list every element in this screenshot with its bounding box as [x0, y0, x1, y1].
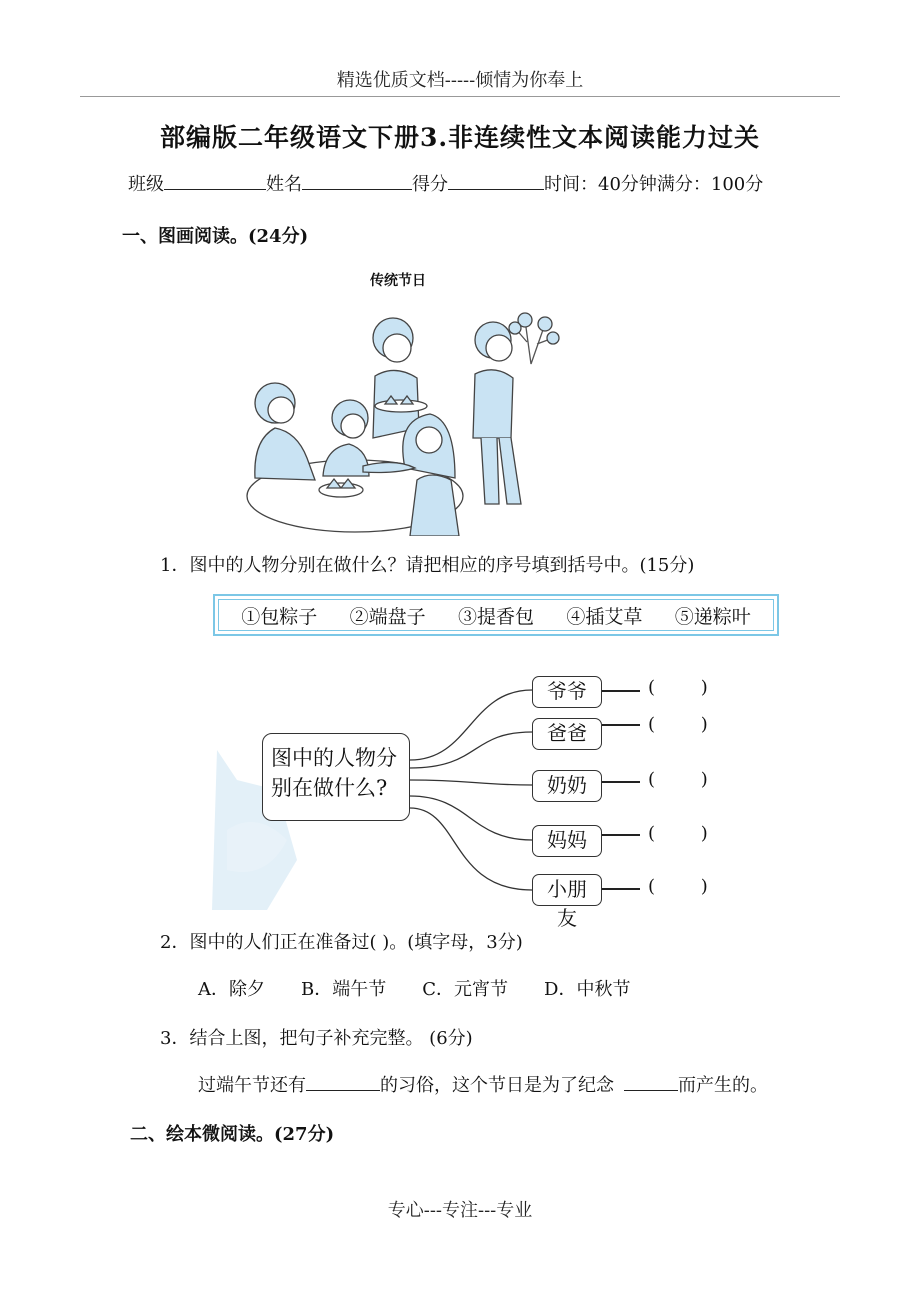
- sentence-part-2: 的习俗，这个节日是为了纪念: [380, 1075, 614, 1096]
- page-footer: 专心---专注---专业: [387, 1200, 533, 1221]
- question-3: 3．结合上图，把句子补充完整。 (6分): [160, 1028, 473, 1049]
- node-grandma: 奶奶: [532, 770, 602, 802]
- answer-paren-dad[interactable]: ( ): [648, 714, 708, 735]
- mindmap-center: [262, 733, 410, 821]
- center-line-2: 别在做什么?: [271, 776, 388, 800]
- info-line: [128, 170, 763, 196]
- option-item: ①包粽子: [241, 605, 318, 628]
- time-text: 时间：40分钟满分：100分: [544, 174, 764, 195]
- node-grandpa: 爷爷: [532, 676, 602, 708]
- sentence-part-1: 过端午节还有: [198, 1075, 306, 1096]
- choice-a[interactable]: A．除夕: [198, 979, 265, 1000]
- node-dash: [602, 781, 640, 783]
- page-header: 精选优质文档-----倾情为你奉上: [336, 70, 584, 91]
- header-divider: [80, 96, 840, 97]
- center-line-1: 图中的人物分: [271, 746, 397, 770]
- node-dash: [602, 888, 640, 890]
- score-blank[interactable]: [448, 171, 544, 190]
- sentence-blank-1[interactable]: [306, 1072, 380, 1091]
- section2-heading: 二、绘本微阅读。(27分): [130, 1124, 335, 1145]
- picture-title: 传统节日: [370, 273, 426, 289]
- choice-c[interactable]: C．元宵节: [422, 979, 509, 1000]
- question-2-choices: [198, 975, 630, 1001]
- choice-b[interactable]: B．端午节: [301, 979, 387, 1000]
- sentence-blank-2[interactable]: [624, 1072, 678, 1091]
- question-1: 1．图中的人物分别在做什么？请把相应的序号填到括号中。(15分): [160, 555, 695, 576]
- choice-d[interactable]: D．中秋节: [544, 979, 631, 1000]
- name-blank[interactable]: [302, 171, 412, 190]
- festival-illustration: [245, 308, 565, 536]
- class-blank[interactable]: [164, 171, 266, 190]
- score-label: 得分: [412, 174, 448, 195]
- question-2: 2．图中的人们正在准备过( )。(填字母，3分): [160, 932, 523, 953]
- answer-paren-mom[interactable]: ( ): [648, 823, 708, 844]
- class-label: 班级: [128, 174, 164, 195]
- name-label: 姓名: [266, 174, 302, 195]
- option-item: ③提香包: [457, 605, 534, 628]
- sentence-part-3: 而产生的。: [678, 1075, 768, 1096]
- answer-paren-grandpa[interactable]: ( ): [648, 677, 708, 698]
- node-dash: [602, 834, 640, 836]
- question-3-sentence: [198, 1071, 768, 1097]
- option-item: ④插艾草: [566, 605, 643, 628]
- document-title: 部编版二年级语文下册3.非连续性文本阅读能力过关: [159, 123, 761, 152]
- node-mom: 妈妈: [532, 825, 602, 857]
- node-dad: 爸爸: [532, 718, 602, 750]
- answer-paren-child[interactable]: ( ): [648, 876, 708, 897]
- node-child: 小朋友: [532, 874, 602, 906]
- node-dash: [602, 724, 640, 726]
- answer-paren-grandma[interactable]: ( ): [648, 769, 708, 790]
- option-item: ②端盘子: [349, 605, 426, 628]
- section1-heading: 一、图画阅读。(24分): [122, 226, 309, 247]
- node-dash: [602, 690, 640, 692]
- options-box: [213, 594, 779, 636]
- option-item: ⑤递粽叶: [674, 605, 751, 628]
